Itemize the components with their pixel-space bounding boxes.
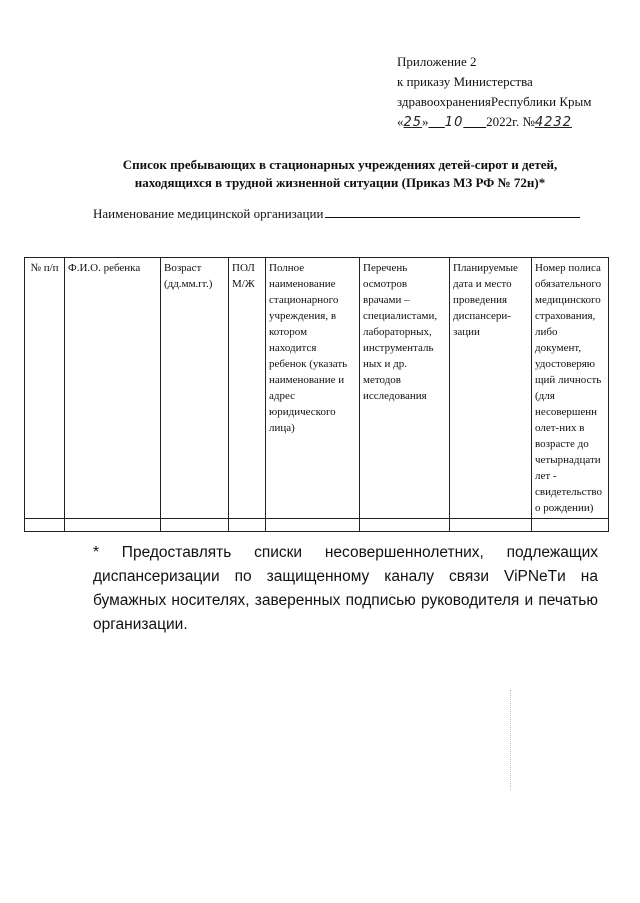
title-line-1: Список пребывающих в стационарных учреждениях детей-сирот и детей, (122, 157, 558, 172)
col-exams-header: Перечень осмотров врачами – специалистами, лабораторных, инструменталь ных и др. методов исследования (360, 258, 450, 519)
table-cell[interactable] (25, 519, 65, 532)
handwritten-day: 25 (403, 115, 423, 130)
handwritten-number: 4232 (534, 115, 572, 130)
table-cell[interactable] (65, 519, 161, 532)
date-close-quote: » (422, 114, 429, 129)
handwritten-month: 10 (444, 115, 464, 130)
org-label: Наименование медицинской организации (93, 206, 324, 221)
org-name-field (93, 205, 580, 222)
appendix-ministry: здравоохраненияРеспублики Крым (397, 94, 592, 109)
table-cell[interactable] (266, 519, 360, 532)
table-cell[interactable] (360, 519, 450, 532)
col-policy-header: Номер полиса обязательного медицинского страхования, либо документ, удостоверяю щий личность (для несовершенн олет-них в возрасте до четырнадцати лет - свидетельство о рождении) (532, 258, 609, 519)
org-fill-line[interactable] (325, 205, 580, 218)
year-and-number-label: 2022г. № (486, 114, 535, 129)
col-institution-header: Полное наименование стационарного учреждения, в котором находится ребенок (указать наименование и адрес юридического лица) (266, 258, 360, 519)
title-line-2: находящихся в трудной жизненной ситуации (Приказ МЗ РФ № 72н)* (134, 175, 546, 190)
table-cell[interactable] (532, 519, 609, 532)
table-header-row (25, 258, 609, 519)
appendix-order-ref: к приказу Министерства (397, 74, 533, 89)
footnote: * Предоставлять списки несовершеннолетних, подлежащих диспансеризации по защищенному каналу связи ViPNeTи на бумажных носителях, заверенных подписью руководителя и печатью организации. (93, 544, 598, 633)
appendix-block (397, 52, 592, 133)
children-table (24, 257, 609, 532)
col-age-header: Возраст (дд.мм.гг.) (161, 258, 229, 519)
col-number-header: № п/п (25, 258, 65, 519)
col-name-header: Ф.И.О. ребенка (65, 258, 161, 519)
table-cell[interactable] (229, 519, 266, 532)
col-schedule-header: Планируемые дата и место проведения диспансери- зации (450, 258, 532, 519)
col-sex-header: ПОЛ М/Ж (229, 258, 266, 519)
table-cell[interactable] (161, 519, 229, 532)
date-open-quote: « (397, 114, 404, 129)
table-cell[interactable] (450, 519, 532, 532)
document-title (60, 156, 620, 192)
table-row (25, 519, 609, 532)
appendix-date-line (397, 112, 592, 133)
month-underline (429, 114, 487, 129)
scan-margin-mark (510, 690, 512, 790)
appendix-title: Приложение 2 (397, 54, 477, 69)
